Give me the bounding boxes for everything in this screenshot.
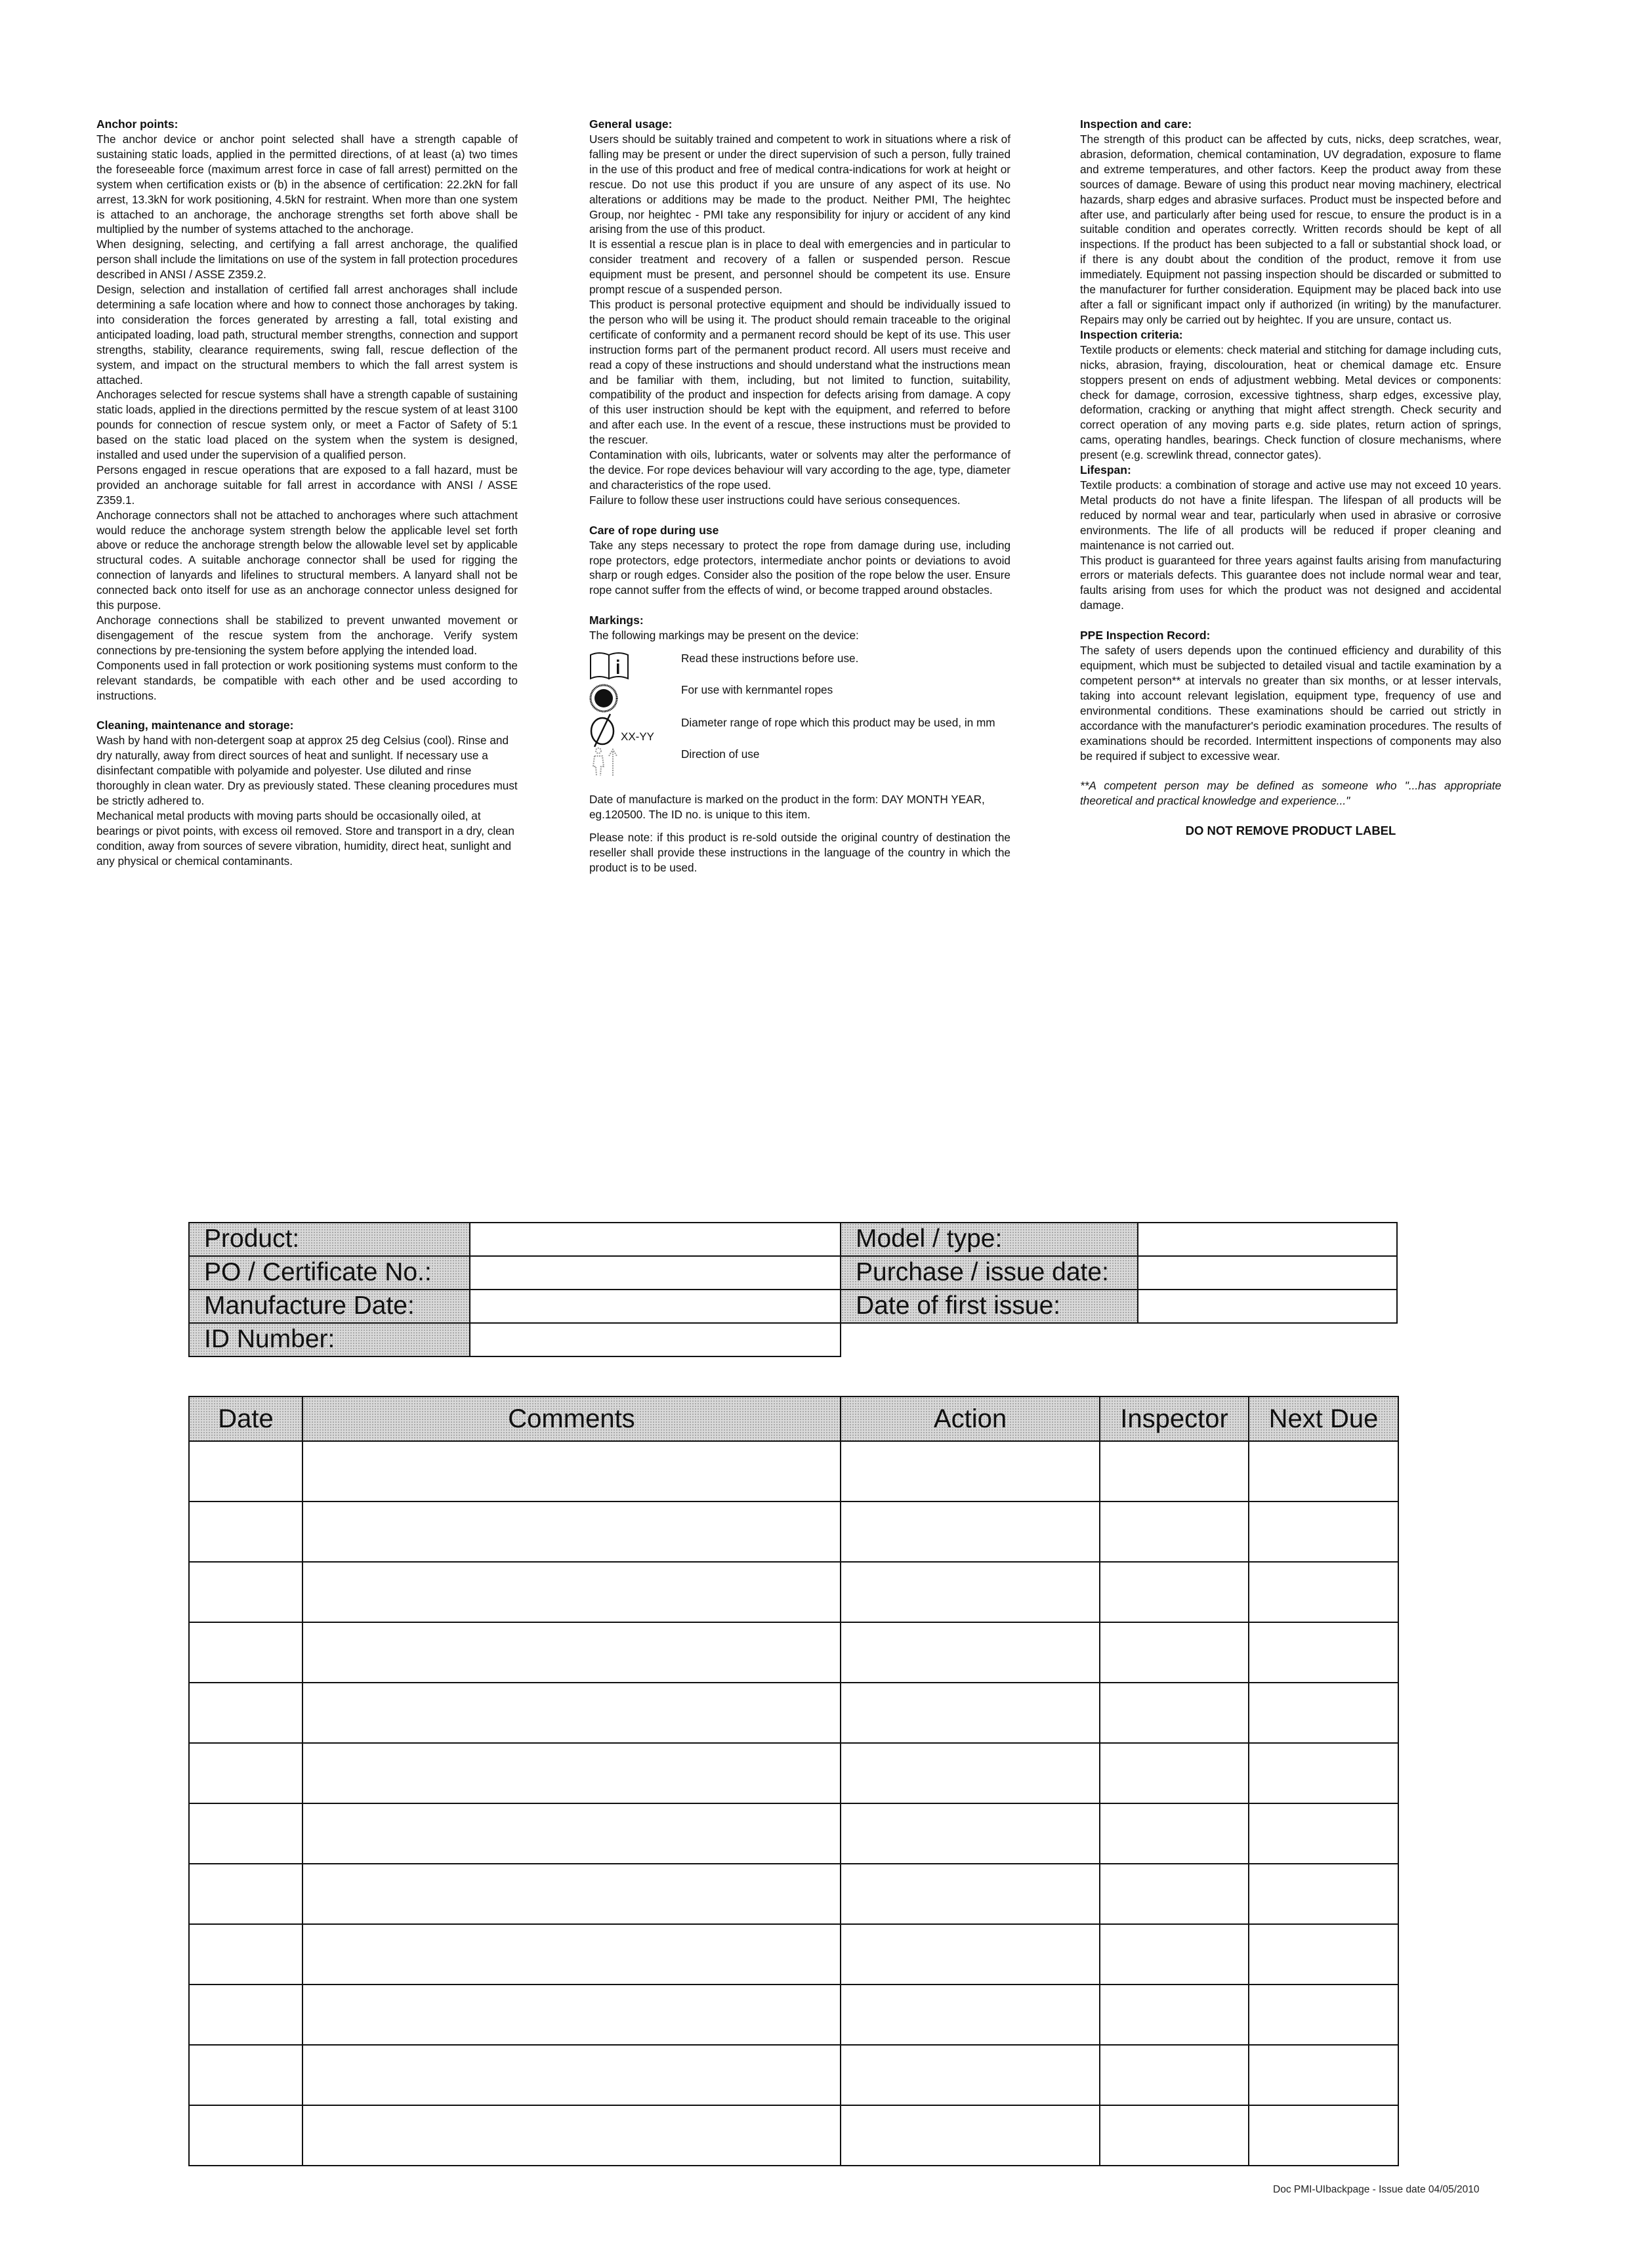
date-cell[interactable] [189,1743,302,1803]
left-column [96,117,518,869]
purchase-issue-date-label: Purchase / issue date: [840,1255,1138,1290]
paragraph: The strength of this product can be affected by cuts, nicks, deep scratches, wear, abrasion, deformation, chemical contamination, UV degradation, exposure to flame and extreme temperatures, and other factors. Keep the product away from these sources of damage. Beware of using this product near moving machinery, electrical hazards, sharp edges and abrasive surfaces. Product must be inspected before and after use, and particularly after being used for rescue, to ensure the product is in a suitable condition and operates correctly. Written records should be kept of all inspections. If the product has been subjected to a fall or substantial shock load, or if there is any doubt about the condition of the product, remove it from use immediately. Equipment not passing inspection should be discarded or submitted to the manufacturer for further consideration. Equipment may be placed back into use after a fall or significant impact only if authorized (in writing) by the manufacturer. Repairs may only be carried out by heightec. If you are unsure, contact us. [1080,133,1501,326]
inspector-cell[interactable] [1100,1984,1249,2045]
action-cell[interactable] [841,1743,1100,1803]
inspector-cell[interactable] [1100,1803,1249,1864]
column-header-comments: Comments [302,1396,841,1441]
next-due-cell[interactable] [1249,1562,1398,1622]
next-due-cell[interactable] [1249,1924,1398,1984]
table-row [189,1924,1398,1984]
general-usage-heading: General usage: [589,117,673,131]
manufacture-date-field[interactable] [469,1289,841,1324]
comments-cell[interactable] [302,1743,841,1803]
paragraph: The safety of users depends upon the continued efficiency and durability of this equipment, which must be subjected to detailed visual and tactile examination by a competent person** at intervals no greater than six months, or at lesser intervals, taking into account relevant legislation, equipment type, frequency of use and environmental conditions. These examinations should be carried out strictly in accordance with the manufacturer's periodic examination procedures. The results of examinations should be recorded. Intermittent inspections of components may also be required if subject to excessive wear. [1080,644,1501,763]
inspector-cell[interactable] [1100,2045,1249,2105]
competent-person-note: **A competent person may be defined as someone who "...has appropriate theoretical and practical knowledge and experience..." [1080,779,1501,808]
marking-item [589,651,1011,682]
action-cell[interactable] [841,2105,1100,2166]
table-row [189,2045,1398,2105]
paragraph: Take any steps necessary to protect the rope from damage during use, including rope protectors, edge protectors, intermediate anchor points or deviations to avoid sharp or rough edges. Consider also the position of the rope below the user. Ensure rope cannot suffer from the effects of wind, or become trapped around obstacles. [589,538,1011,597]
care-of-rope-heading: Care of rope during use [589,523,719,537]
inspector-cell[interactable] [1100,1743,1249,1803]
next-due-cell[interactable] [1249,1683,1398,1743]
paragraph: This product is guaranteed for three years against faults arising from manufacturing errors or materials defects. This guarantee does not include normal wear and tear, faults arising from uses for which the product was not designed and accidental damage. [1080,553,1501,612]
middle-column [589,117,1011,875]
action-cell[interactable] [841,1803,1100,1864]
next-due-cell[interactable] [1249,1502,1398,1562]
markings-intro: The following markings may be present on the device: [589,629,859,642]
date-cell[interactable] [189,1984,302,2045]
date-cell[interactable] [189,1622,302,1683]
date-cell[interactable] [189,1803,302,1864]
next-due-cell[interactable] [1249,1984,1398,2045]
comments-cell[interactable] [302,2105,841,2166]
action-cell[interactable] [841,1622,1100,1683]
spacer [589,598,1011,613]
column-header-inspector: Inspector [1100,1396,1249,1441]
paragraph: Mechanical metal products with moving parts should be occasionally oiled, at bearings or pivot points, with excess oil removed. Store and transport in a dry, clean condition, away from sources of severe vibration, humidity, direct heat, sunlight and any physical or chemical contaminants. [96,808,514,868]
next-due-cell[interactable] [1249,1743,1398,1803]
marking-text: Diameter range of rope which this product may be used, in mm [681,716,995,730]
table-row [189,1562,1398,1622]
paragraph: Textile products or elements: check material and stitching for damage including cuts, nicks, abrasion, fraying, discolouration, heat or chemical damage etc. Ensure stoppers present on ends of adjustment webbing. Metal devices or components: check for damage, corrosion, excessive tightness, sharp edges, excessive play, deformation, cracking or anything that might affect strength. Check security and correct operation of any moving parts e.g. side plates, return action of springs, cams, operating handles, bearings. Check function of closure mechanisms, where present (e.g. screwlink thread, connector gates). [1080,343,1501,462]
markings-heading: Markings: [589,614,644,627]
date-of-manufacture-note: Date of manufacture is marked on the product in the form: DAY MONTH YEAR, eg.120500. The ID no. is unique to this item. [589,793,985,822]
action-cell[interactable] [841,1683,1100,1743]
date-cell[interactable] [189,2105,302,2166]
table-row [189,1743,1398,1803]
comments-cell[interactable] [302,1622,841,1683]
next-due-cell[interactable] [1249,2045,1398,2105]
comments-cell[interactable] [302,2045,841,2105]
lifespan-heading: Lifespan: [1080,463,1131,477]
table-body [189,1441,1398,2166]
paragraph: Persons engaged in rescue operations that are exposed to a fall hazard, must be provided an anchorage suitable for fall arrest in accordance with ANSI / ASSE Z359.1. [96,463,518,507]
next-due-cell[interactable] [1249,1803,1398,1864]
id-number-field[interactable] [469,1322,841,1357]
paragraph: Textile products: a combination of storage and active use may not exceed 10 years. Metal products do not have a finite lifespan. The lifespan of all products will be reduced by normal wear and tear, particularly when used in abrasive or corrosive environments. The life of all products will be reduced if proper cleaning and maintenance is not carried out. [1080,478,1501,552]
comments-cell[interactable] [302,1683,841,1743]
inspector-cell[interactable] [1100,1683,1249,1743]
paragraph: It is essential a rescue plan is in place to deal with emergencies and in particular to consider treatment and recovery of a fallen or suspended person. Rescue equipment must be present, and personnel should be competent its use. Ensure prompt rescue of a suspended person. [589,238,1011,297]
table-row [189,1622,1398,1683]
table-row [189,1864,1398,1924]
table-row [189,2105,1398,2166]
paragraph: Anchorage connectors shall not be attached to anchorages where such attachment would reduce the anchorage system strength below the applicable level set forth above or reduce the anchorage strength below the allowable level set by applicable structural codes. A suitable anchorage connector shall be used for rigging the connection of lanyards and lifelines to structural members. A lanyard shall not be connected back onto itself for use as an anchorage connector unless designed for this purpose. [96,508,518,612]
marking-item [589,682,1011,715]
comments-cell[interactable] [302,1924,841,1984]
paragraph: Contamination with oils, lubricants, water or solvents may alter the performance of the device. For rope devices behaviour will vary according to the age, type, diameter and characteristics of the rope used. [589,448,1011,492]
inspection-care-heading: Inspection and care: [1080,117,1192,131]
paragraph: Users should be suitably trained and competent to work in situations where a risk of falling may be present or under the direct supervision of such a person, fully trained in the use of this product and free of medical contra-indications for work at height or rescue. Do not use this product if you are unsure of any aspect of its use. No alterations or additions may be made to the product. Neither PMI, The heightec Group, nor heightec - PMI take any responsibility for injury or accident of any kind arising from the use of this product. [589,133,1011,236]
inspector-cell[interactable] [1100,1622,1249,1683]
paragraph: Failure to follow these user instructions could have serious consequences. [589,493,961,507]
po-certificate-label: PO / Certificate No.: [188,1255,470,1290]
ppe-record-heading: PPE Inspection Record: [1080,629,1211,642]
inspector-cell[interactable] [1100,1864,1249,1924]
cleaning-heading: Cleaning, maintenance and storage: [96,719,294,732]
spacer [589,822,1011,830]
date-cell[interactable] [189,1683,302,1743]
next-due-cell[interactable] [1249,1622,1398,1683]
inspection-criteria-heading: Inspection criteria: [1080,327,1183,341]
inspector-cell[interactable] [1100,1502,1249,1562]
marking-text: Direction of use [681,747,760,761]
spacer [1080,808,1501,824]
po-certificate-field[interactable] [469,1255,841,1290]
next-due-cell[interactable] [1249,1864,1398,1924]
model-type-field[interactable] [1137,1222,1398,1257]
purchase-issue-date-field[interactable] [1137,1255,1398,1290]
marking-text: Read these instructions before use. [681,652,859,665]
table-row [189,1441,1398,1502]
resale-note: Please note: if this product is re-sold outside the original country of destination the reseller shall provide these instructions in the language of the country in which the product is to be used. [589,831,1011,874]
date-cell[interactable] [189,1441,302,1502]
product-label: Product: [188,1222,470,1257]
comments-cell[interactable] [302,1864,841,1924]
paragraph: When designing, selecting, and certifying a fall arrest anchorage, the qualified person shall include the limitations on use of the system in fall protection procedures described in ANSI / ASSE Z359.2. [96,238,518,282]
right-column [1080,117,1501,839]
column-header-action: Action [841,1396,1100,1441]
action-cell[interactable] [841,1864,1100,1924]
next-due-cell[interactable] [1249,2105,1398,2166]
date-of-first-issue-label: Date of first issue: [840,1289,1138,1324]
diameter-range-label: XX-YY [621,730,655,744]
spacer [1080,613,1501,628]
paragraph: Anchorages selected for rescue systems shall have a strength capable of sustaining static loads, applied in the directions permitted by the rescue system of at least 3100 pounds for connection of rescue system only, or meet a Factor of Safety of 5:1 based on the static load placed on the system when the system is designed, installed and used under the supervision of a qualified person. [96,388,518,462]
paragraph: This product is personal protective equipment and should be individually issued to the person who will be using it. The product should remain traceable to the original certificate of conformity and a permanent record should be kept of its use. This user instruction forms part of the permanent product record. All users must receive and read a copy of these instructions and should understand what the instructions mean and be familiar with them, including, but not limited to function, suitability, compatibility of the product and inspection for defects arising from damage. A copy of this user instruction should be kept with the equipment, and referred to before and after each use. In the event of a rescue, these instructions must be provided to the rescuer. [589,297,1011,447]
next-due-cell[interactable] [1249,1441,1398,1502]
column-header-date: Date [189,1396,302,1441]
table-row [189,1683,1398,1743]
spacer [96,703,518,718]
model-type-label: Model / type: [840,1222,1138,1257]
diameter-icon [589,711,621,748]
action-cell[interactable] [841,2045,1100,2105]
product-info-form [188,1222,1398,1360]
action-cell[interactable] [841,1924,1100,1984]
inspector-cell[interactable] [1100,1562,1249,1622]
book-info-icon [589,651,681,684]
date-cell[interactable] [189,1924,302,1984]
spacer [1080,763,1501,778]
manufacture-date-label: Manufacture Date: [188,1289,470,1324]
table-row [189,1984,1398,2045]
document-footer: Doc PMI-UIbackpage - Issue date 04/05/2010 [1273,2184,1480,2195]
action-cell[interactable] [841,1441,1100,1502]
paragraph: Components used in fall protection or work positioning systems must conform to the relevant standards, be compatible with each other and be used according to instructions. [96,658,518,702]
inspection-record-table [188,1396,1399,2166]
anchor-points-heading: Anchor points: [96,117,178,131]
comments-cell[interactable] [302,1803,841,1864]
inspector-cell[interactable] [1100,2105,1249,2166]
paragraph: The anchor device or anchor point selected shall have a strength capable of sustaining static loads, applied in the permitted directions, of at least (a) two times the foreseeable force (maximum arrest force in case of fall arrest) permitted on the system when certification exists or (b) in the absence of certification: 22.2kN for fall arrest, 13.3kN for work positioning, 4.5kN for restraint. When more than one system is attached to an anchorage, the anchorage strengths set forth above shall be multiplied by the number of systems attached to the anchorage. [96,133,518,236]
comments-cell[interactable] [302,1562,841,1622]
date-of-first-issue-field[interactable] [1137,1289,1398,1324]
paragraph: Design, selection and installation of certified fall arrest anchorages shall include determining a safe location where and how to connect those anchorages by taking. into consideration the forces generated by arresting a fall, total existing and anticipated loading, load path, structural member strengths, connection and support strengths, stability, clearance requirements, swing fall, rescue deflection of the system, and impact on the structural members to which the fall arrest system is attached. [96,283,518,387]
date-cell[interactable] [189,2045,302,2105]
paragraph: Anchorage connections shall be stabilized to prevent unwanted movement or disengagement of the rescue system from the anchorage. Verify system connections by pre-tensioning the system before applying the intended load. [96,614,518,657]
marking-item [589,747,1011,777]
inspector-cell[interactable] [1100,1924,1249,1984]
action-cell[interactable] [841,1502,1100,1562]
spacer [589,508,1011,523]
marking-item [589,715,1011,747]
do-not-remove-label-warning: DO NOT REMOVE PRODUCT LABEL [1185,824,1396,838]
table-row [189,1502,1398,1562]
action-cell[interactable] [841,1984,1100,2045]
date-cell[interactable] [189,1562,302,1622]
id-number-label: ID Number: [188,1322,470,1357]
comments-cell[interactable] [302,1984,841,2045]
action-cell[interactable] [841,1562,1100,1622]
date-cell[interactable] [189,1864,302,1924]
paragraph: Wash by hand with non-detergent soap at approx 25 deg Celsius (cool). Rinse and dry naturally, away from direct sources of heat and sunlight. If necessary use a disinfectant compatible with polyamide and polyester. Use diluted and rinse thoroughly in clean water. Dry as previously stated. These cleaning procedures must be strictly adhered to. [96,734,518,808]
date-cell[interactable] [189,1502,302,1562]
product-field[interactable] [469,1222,841,1257]
table-header-row [189,1396,1398,1441]
comments-cell[interactable] [302,1441,841,1502]
column-header-next-due: Next Due [1249,1396,1398,1441]
marking-text: For use with kernmantel ropes [681,683,833,697]
inspector-cell[interactable] [1100,1441,1249,1502]
comments-cell[interactable] [302,1502,841,1562]
table-row [189,1803,1398,1864]
direction-of-use-icon [589,747,681,781]
